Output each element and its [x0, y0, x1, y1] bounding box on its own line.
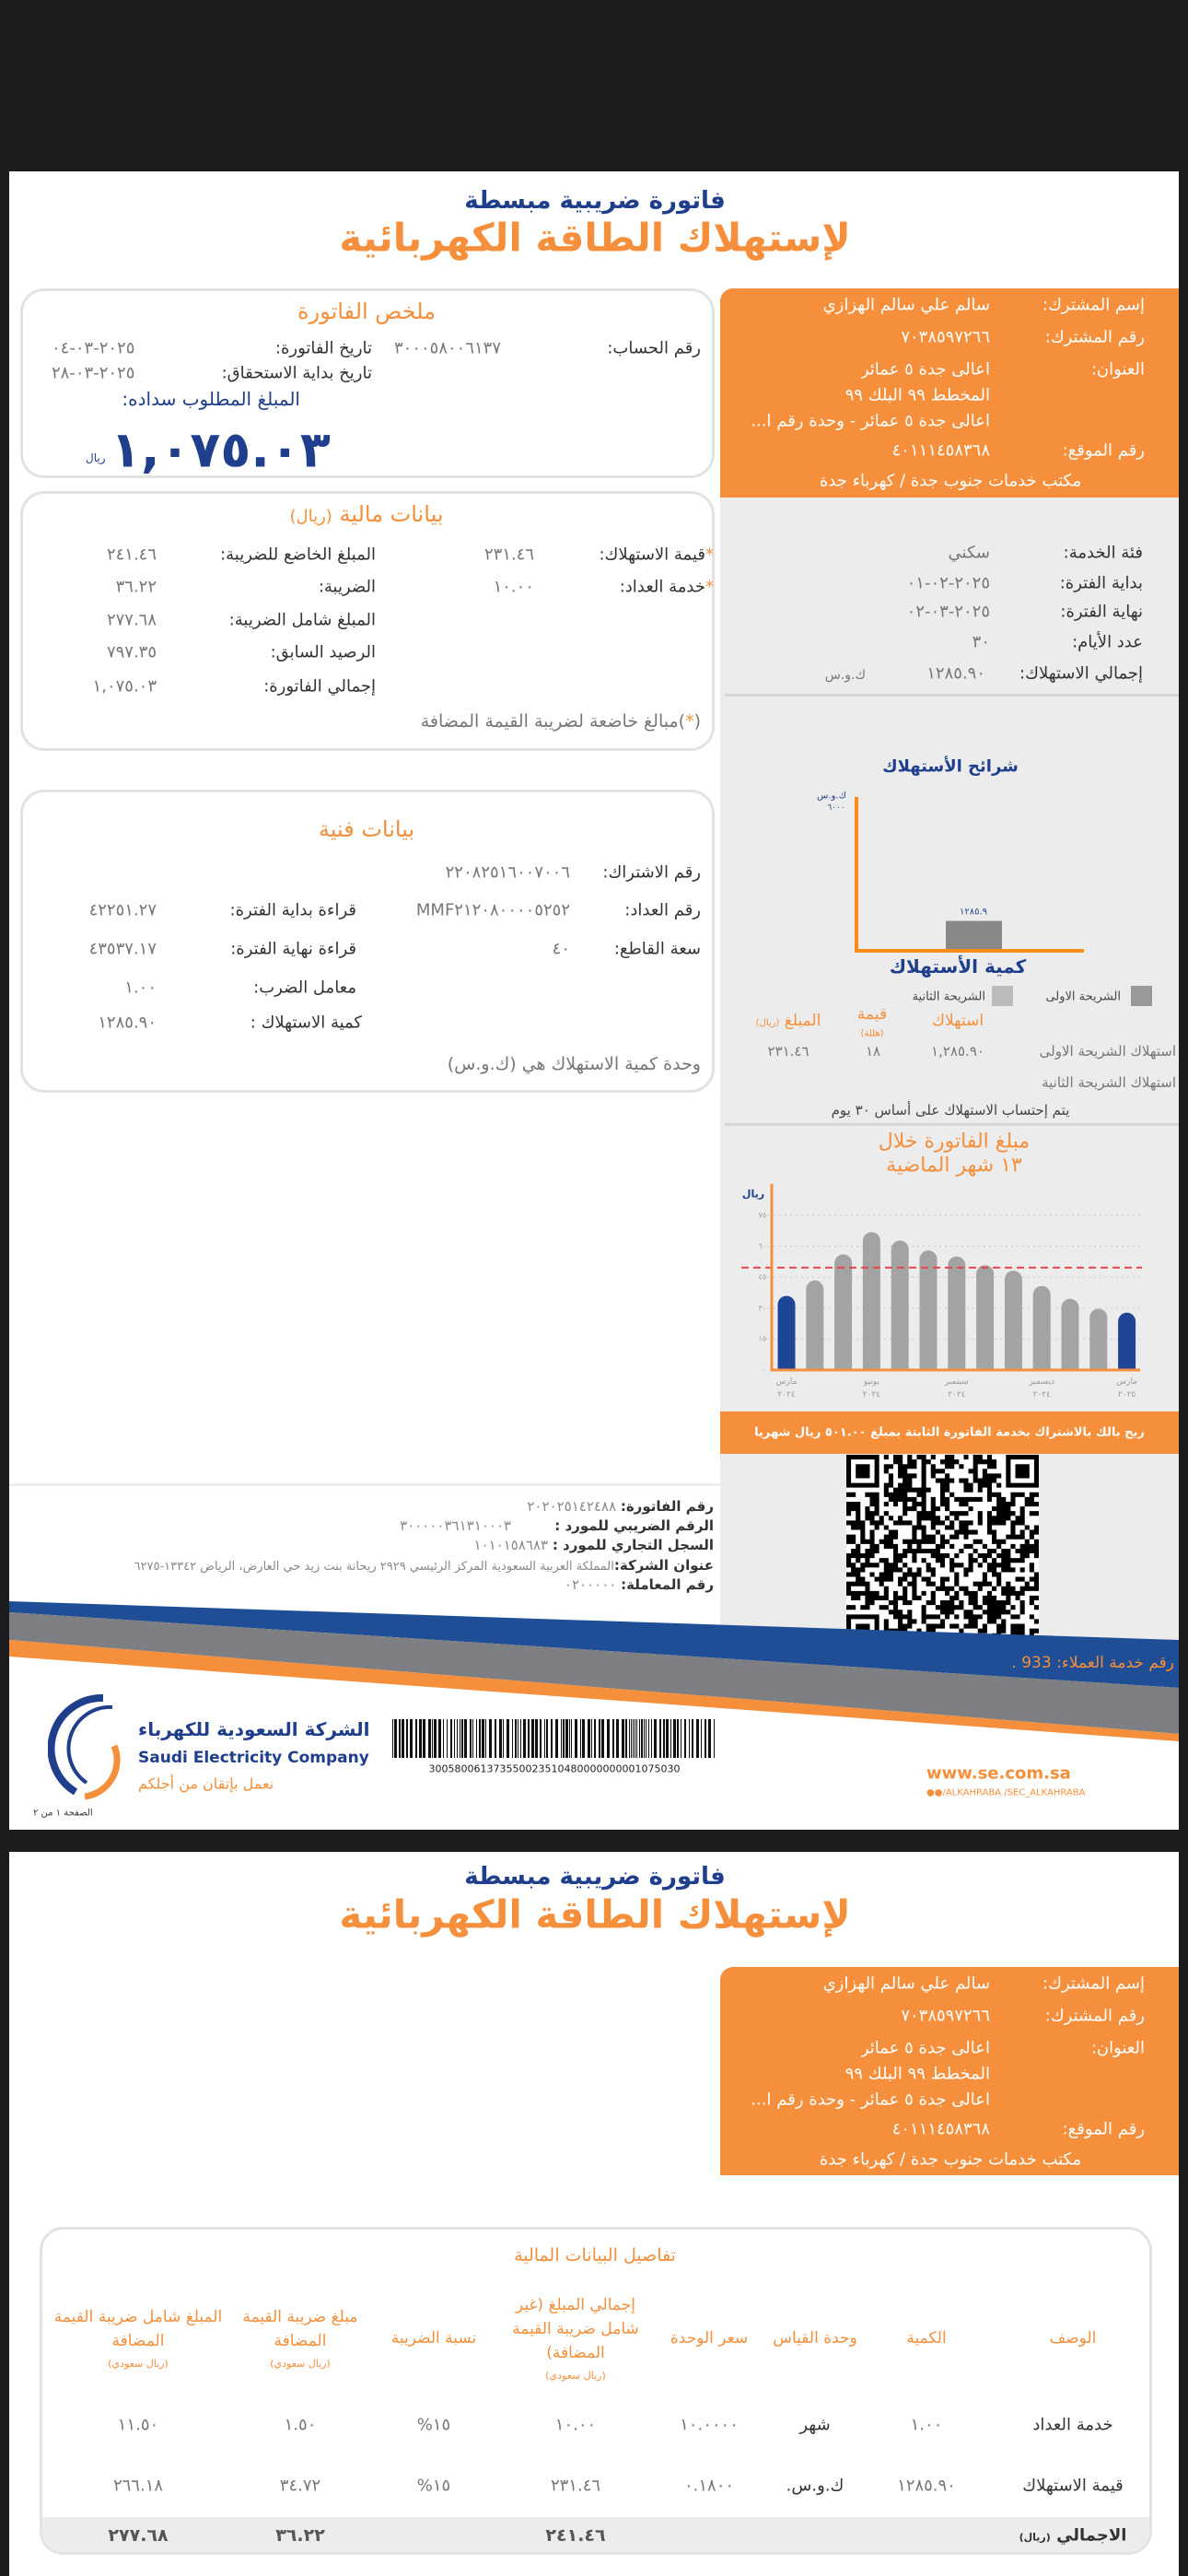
page-number: الصفحة ١ من ٢	[33, 1808, 93, 1819]
table-cell: ١٢٨٥.٩٠	[897, 2476, 956, 2496]
tax-amount: ٣٦.٢٢	[115, 577, 157, 597]
site-number-label: رقم الموقع:	[1062, 440, 1145, 461]
taxable-label: المبلغ الخاضع للضريبة:	[220, 544, 376, 565]
address: اعالى جدة ٥ عمائر	[860, 359, 990, 380]
table-header-0	[1022, 2326, 1124, 2350]
invoice-subtitle: فاتورة ضريبية مبسطة	[464, 1863, 726, 1891]
slab-header-amount: المبلغ (ريال)	[755, 1012, 821, 1030]
history-bar	[778, 1296, 796, 1370]
history-bar	[1062, 1299, 1079, 1370]
invoice-date: ٢٠٢٥-٠٣-٠٤	[52, 338, 135, 358]
vat-note: (*)مبالغ خاضعة لضريبة القيمة المضافة	[420, 711, 701, 732]
meter-service-label: *خدمة العداد:	[619, 577, 714, 597]
history-chart-subtitle: ١٣ شهر الماضية	[886, 1153, 1022, 1177]
slab-row-rate: ١٨	[865, 1043, 881, 1060]
sec-logo-icon	[48, 1691, 140, 1806]
table-header-text: نسبة الضريبة	[390, 2329, 477, 2348]
subscriber-name-label: إسم المشترك:	[1042, 295, 1145, 315]
table-cell: ٢٦٦.١٨	[112, 2476, 164, 2496]
slab-y-unit: ك.و.س	[817, 790, 846, 802]
slab-bar-label: ١٢٨٥.٩	[959, 907, 988, 918]
subscriber-name-label: إسم المشترك:	[1042, 1973, 1145, 1994]
meter-label: رقم العداد:	[624, 900, 701, 920]
address-label: العنوان:	[1090, 2038, 1145, 2058]
table-cell: شهر	[799, 2415, 831, 2435]
history-chart	[718, 1179, 1179, 1410]
promo-text[interactable]: ربح بالك بالاشتراك بخدمة الفاتورة الثابتة بمبلغ ٥٠١.٠٠ ريال شهريا	[754, 1425, 1145, 1440]
table-header-6	[236, 2305, 365, 2371]
table-header-text: مبلغ ضريبة القيمة المضافة	[242, 2308, 358, 2350]
address: اعالى جدة ٥ عمائر	[860, 2038, 990, 2058]
subscriber-name: سالم علي سالم الهزازي	[822, 1973, 990, 1994]
slab-header-rate-unit: (هللة)	[860, 1028, 884, 1039]
technical-title: بيانات فنية	[318, 816, 415, 842]
slab-note: يتم إحتساب الاستهلاك على أساس ٣٠ يوم	[831, 1102, 1070, 1118]
invoice-title: لإستهلاك الطاقة الكهربائية	[339, 215, 851, 261]
divider	[9, 1483, 720, 1486]
slab-row-label: استهلاك الشريحة الاولى	[1039, 1043, 1176, 1060]
invoice-total-label: إجمالي الفاتورة:	[263, 676, 376, 697]
commercial-register: السجل التجاري للمورد : ١٠١٠١٥٨٦٨٣	[473, 1537, 714, 1553]
meter-number: MMF٢١٢٠٨٠٠٠٠٥٢٥٢	[415, 900, 570, 920]
legend-swatch-first	[1131, 986, 1152, 1006]
total-unit: (ريال)	[1019, 2531, 1051, 2544]
customer-service-number[interactable]: رقم خدمة العملاء: 933 .	[1011, 1654, 1174, 1672]
slab-row-amount: ٢٣١.٤٦	[767, 1043, 809, 1060]
table-header-unit: (ريال سعودي)	[545, 2370, 606, 2382]
barcode-number: 300580061373550023510480000000001075030	[428, 1762, 681, 1775]
history-bar	[863, 1232, 880, 1370]
prev-balance-label: الرصيد السابق:	[270, 642, 376, 662]
history-bar	[1118, 1313, 1136, 1370]
history-bar	[834, 1255, 852, 1370]
vat-number: ٣٠٠٠٠٠٣٦١٣١٠٠٠٣	[400, 1517, 511, 1534]
financial-details-box	[40, 2227, 1152, 2555]
x-tick-year: ٢٠٢٤	[777, 1390, 796, 1399]
table-header-2	[769, 2326, 861, 2350]
total-consumption-label: إجمالي الاستهلاك:	[1019, 663, 1143, 684]
history-bar	[806, 1281, 823, 1370]
table-total-label	[1019, 2526, 1127, 2546]
account-number: ٣٠٠٠٥٨٠٠٦١٣٧	[394, 338, 502, 358]
end-reading-label: قراءة نهاية الفترة:	[230, 939, 356, 959]
table-header-3	[654, 2326, 764, 2350]
incl-tax-amount: ٢٧٧.٦٨	[106, 610, 157, 630]
table-cell: ١٥%	[416, 2476, 451, 2496]
table-total-incl: ٢٧٧.٦٨	[108, 2525, 169, 2546]
tax-label: الضريبة:	[318, 577, 376, 597]
y-tick-label: ٠	[762, 1365, 767, 1375]
breaker-label: سعة القاطع:	[613, 939, 701, 959]
multiplier: ١.٠٠	[124, 978, 157, 998]
consumption-unit: ك.و.س	[824, 668, 866, 683]
quantity: ١٢٨٥.٩٠	[98, 1013, 157, 1033]
x-tick-year: ٢٠٢٥	[1117, 1390, 1136, 1399]
transaction-number: رقم المعاملة: ٠٢٠٠٠٠٠	[564, 1576, 714, 1593]
table-cell: ١.٥٠	[284, 2415, 317, 2435]
history-bar	[1089, 1308, 1107, 1370]
history-bar	[1033, 1286, 1051, 1370]
consumption-value-label: *قيمة الاستهلاك:	[599, 544, 714, 565]
multiplier-label: معامل الضرب:	[253, 978, 356, 998]
table-cell: خدمة العداد	[1032, 2415, 1113, 2435]
due-date-label: تاريخ بداية الاستحقاق:	[221, 363, 372, 383]
start-reading: ٤٢٢٥١.٢٧	[88, 900, 157, 920]
x-tick-year: ٢٠٢٤	[862, 1390, 881, 1399]
period-start: ٢٠٢٥-٠٢-٠١	[906, 573, 990, 593]
slab-chart-title: شرائح الأستهلاك	[882, 756, 1019, 777]
unit-note: وحدة كمية الاستهلاك هي (ك.و.س)	[447, 1054, 701, 1074]
table-cell: ٣٤.٧٢	[279, 2476, 321, 2496]
slab-header-rate: قيمة	[856, 1005, 888, 1024]
table-header-text: الكمية	[906, 2329, 947, 2348]
table-cell: ٠.١٨٠٠	[683, 2476, 735, 2496]
company-address: عنوان الشركة:المملكة العربية السعودية المركز الرئيسي ٢٩٢٩ ريحانة بنت زيد حي العارض، الرياض ١٣٣٤٢-٦٢٧٥	[134, 1557, 714, 1574]
divider	[725, 1123, 1179, 1126]
table-header-text: سعر الوحدة	[670, 2329, 749, 2348]
financial-title: بيانات مالية (ريال)	[289, 501, 444, 527]
subscriber-number-label: رقم المشترك:	[1044, 327, 1145, 347]
meter-service: ١٠.٠٠	[493, 577, 534, 597]
service-category-label: فئة الخدمة:	[1063, 543, 1143, 563]
summary-title: ملخص الفاتورة	[297, 299, 436, 324]
service-office: مكتب خدمات جنوب جدة / كهرباء جدة	[819, 471, 1082, 491]
legend-second-slab: الشريحة الثانية	[912, 989, 985, 1004]
table-cell: ١١.٥٠	[117, 2415, 159, 2435]
history-chart-title: مبلغ الفاتورة خلال	[878, 1130, 1031, 1153]
x-tick-month: يونيو	[863, 1377, 879, 1387]
slab-row-label: استهلاك الشريحة الثانية	[1042, 1074, 1176, 1091]
address-line: اعالى جدة ٥ عمائر - وحدة رقم ا...	[751, 2090, 990, 2110]
total-consumption: ١٢٨٥.٩٠	[926, 663, 985, 684]
end-reading: ٤٣٥٣٧.١٧	[88, 939, 157, 959]
slab-chart	[718, 774, 1179, 958]
period-end-label: نهاية الفترة:	[1060, 602, 1143, 622]
x-tick-month: ديسمبر	[1029, 1377, 1054, 1387]
history-y-unit: ريال	[741, 1188, 765, 1200]
table-cell: ١٥%	[416, 2415, 451, 2435]
table-cell: قيمة الاستهلاك	[1022, 2476, 1124, 2496]
service-category: سكني	[948, 543, 990, 563]
x-tick-month: مارس	[775, 1377, 798, 1387]
logo-english-name: Saudi Electricity Company	[138, 1749, 369, 1767]
period-start-label: بداية الفترة:	[1059, 573, 1143, 593]
social-handles[interactable]: ●●/ALKAHRABA /SEC_ALKAHRABA	[926, 1787, 1086, 1798]
x-tick-month: مارس	[1116, 1377, 1138, 1387]
social-icon: ●●	[926, 1787, 943, 1798]
invoice-total: ١,٠٧٥.٠٣	[92, 676, 157, 697]
footer-invoice-number: رقم الفاتورة: ٢٠٢٠٢٥١٤٢٤٨٨	[527, 1498, 714, 1515]
subscription-label: رقم الاشتراك:	[602, 862, 701, 883]
legend-first-slab: الشريحة الاولى	[1045, 989, 1121, 1004]
table-header-5	[374, 2326, 494, 2350]
due-date: ٢٠٢٥-٠٣-٢٨	[52, 363, 135, 383]
quantity-label: كمية الاستهلاك :	[250, 1013, 362, 1033]
table-header-unit: (ريال سعودي)	[270, 2358, 331, 2370]
divider	[725, 694, 1179, 697]
invoice-title: لإستهلاك الطاقة الكهربائية	[339, 1891, 851, 1938]
days-count: ٣٠	[972, 632, 990, 652]
table-total-excl: ٢٤١.٤٦	[545, 2525, 606, 2546]
days-label: عدد الأيام:	[1072, 632, 1143, 652]
incl-tax-label: المبلغ شامل الضريبة:	[228, 610, 376, 630]
prev-balance: ٧٩٧.٣٥	[106, 642, 157, 662]
start-reading-label: قراءة بداية الفترة:	[229, 900, 356, 920]
service-office: مكتب خدمات جنوب جدة / كهرباء جدة	[819, 2149, 1082, 2170]
invoice-date-label: تاريخ الفاتورة:	[274, 338, 372, 358]
taxable-amount: ٢٤١.٤٦	[106, 544, 157, 565]
history-bar	[891, 1241, 909, 1370]
slab-row-consumption: ١,٢٨٥.٩٠	[931, 1043, 984, 1060]
address-line: المخطط ٩٩ البلك ٩٩	[844, 2064, 990, 2084]
logo-arabic-name: الشركة السعودية للكهرباء	[138, 1718, 370, 1740]
account-label: رقم الحساب:	[607, 338, 701, 358]
subscriber-name: سالم علي سالم الهزازي	[822, 295, 990, 315]
table-cell: ك.و.س.	[786, 2476, 844, 2496]
table-header-text: إجمالي المبلغ (غير شامل ضريبة القيمة المضافة)	[512, 2296, 639, 2362]
table-header-text: المبلغ شامل ضريبة القيمة المضافة	[53, 2308, 223, 2350]
site-number: ٤٠١١١٤٥٨٣٦٨	[891, 2119, 990, 2139]
y-tick-label: ١٥٠	[758, 1334, 771, 1343]
slab-header-consumption: استهلاك	[931, 1012, 984, 1030]
subscription-number: ٢٢٠٨٢٥١٦٠٠٧٠٠٦	[445, 862, 570, 883]
breaker-capacity: ٤٠	[552, 939, 570, 959]
history-bar	[976, 1265, 994, 1370]
website-link[interactable]: www.se.com.sa	[926, 1763, 1071, 1784]
table-cell: ١٠.٠٠٠٠	[680, 2415, 739, 2435]
period-end: ٢٠٢٥-٠٣-٠٢	[906, 602, 990, 622]
table-header-text: وحدة القياس	[773, 2329, 857, 2348]
barcode	[392, 1719, 716, 1758]
slab-x-label: كمية الأستهلاك	[889, 955, 1027, 978]
subscriber-number: ٧٠٣٨٥٩٧٢٦٦	[901, 2006, 990, 2026]
x-tick-year: ٢٠٢٤	[1032, 1390, 1051, 1399]
amount-due-label: المبلغ المطلوب سداده:	[122, 388, 300, 410]
table-cell: ١.٠٠	[910, 2415, 943, 2435]
history-bar	[1005, 1270, 1022, 1370]
address-line: اعالى جدة ٥ عمائر - وحدة رقم ا...	[751, 411, 990, 431]
site-number-label: رقم الموقع:	[1062, 2119, 1145, 2139]
table-cell: ٢٣١.٤٦	[550, 2476, 601, 2496]
y-tick-label: ٣٠٠	[758, 1304, 771, 1313]
y-tick-label: ٧٥٠	[758, 1211, 771, 1220]
table-header-7	[46, 2305, 230, 2371]
consumption-value: ٢٣١.٤٦	[483, 544, 534, 565]
subscriber-number-label: رقم المشترك:	[1044, 2006, 1145, 2026]
slab-bar-first	[946, 921, 1002, 949]
y-tick-label: ٤٥٠	[758, 1272, 771, 1282]
x-tick-year: ٢٠٢٤	[948, 1390, 966, 1399]
vat-number-label: الرقم الضريبي للمورد :	[554, 1517, 714, 1534]
x-tick-month: سبتمبر	[944, 1377, 969, 1387]
table-total-vat: ٣٦.٢٢	[275, 2525, 325, 2546]
history-bar	[948, 1257, 965, 1370]
table-header-text: الوصف	[1049, 2329, 1097, 2348]
amount-due: ١,٠٧٥.٠٣	[111, 420, 331, 479]
details-title: تفاصيل البيانات المالية	[514, 2245, 676, 2266]
table-cell: ١٠.٠٠	[554, 2415, 597, 2435]
slab-y-tick: ٦٠٠٠	[827, 803, 845, 813]
legend-swatch-second	[992, 986, 1013, 1006]
currency-label: ريال	[86, 451, 106, 464]
invoice-subtitle: فاتورة ضريبية مبسطة	[464, 187, 726, 215]
table-header-unit: (ريال سعودي)	[108, 2358, 169, 2370]
barcode-bars	[392, 1719, 715, 1758]
table-header-1	[880, 2326, 973, 2350]
logo-tagline: نعمل بإتقان من أجلكم	[138, 1774, 274, 1793]
site-number: ٤٠١١١٤٥٨٣٦٨	[891, 440, 990, 461]
y-tick-label: ٦٠٠	[758, 1242, 771, 1251]
subscriber-number: ٧٠٣٨٥٩٧٢٦٦	[901, 327, 990, 347]
total-label: الاجمالي	[1056, 2525, 1127, 2546]
address-line: المخطط ٩٩ البلك ٩٩	[844, 385, 990, 405]
table-header-4	[495, 2293, 657, 2383]
address-label: العنوان:	[1090, 359, 1145, 380]
